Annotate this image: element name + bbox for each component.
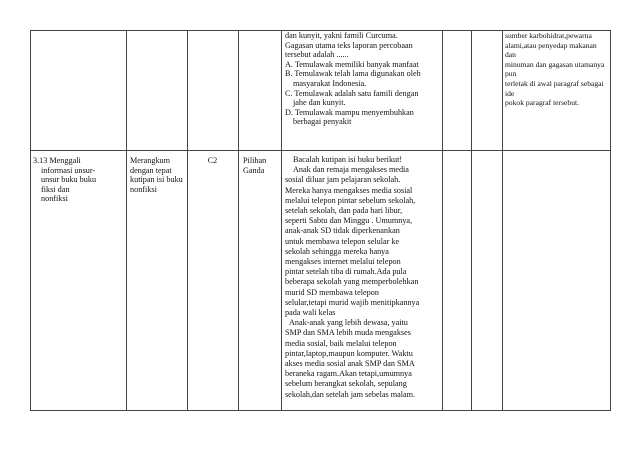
question-line: Gagasan utama teks laporan percobaan (285, 40, 413, 50)
row-divider (30, 150, 610, 151)
passage-line: seperti Sabtu dan Minggu . Umumnya, (285, 216, 413, 226)
passage-line: beraneka ragam.Akan tetapi,umumnya (285, 369, 412, 379)
passage-line: Anak-anak yang lebih dewasa, yaitu (289, 318, 408, 328)
indicator-line: dengan tepat (130, 165, 172, 175)
row2-kd-cell (33, 156, 125, 204)
passage-line: Mereka hanya mengakses media sosial (285, 185, 413, 195)
passage-line: sekolah,dan setelah jam sebelas malam. (285, 389, 416, 399)
option-c: C. Temulawak adalah satu famili dengan (285, 88, 419, 98)
note-line: alami,atau penyedap makanan dan (505, 40, 597, 60)
passage-line: anak-anak SD tidak diperkenankan (285, 226, 400, 236)
passage-line: beberapa sekolah yang memperbolehkan (285, 277, 419, 287)
passage-line: murid SD membawa telepon (285, 287, 379, 297)
passage-line: akses media sosial anak SMP dan SMA (285, 359, 415, 369)
indicator-line: nonfiksi (130, 184, 157, 194)
col-border-4 (238, 30, 239, 411)
indicator-line: Merangkum (130, 156, 171, 165)
col-border-5 (281, 30, 282, 411)
option-c-cont: jahe dan kunyit. (293, 98, 346, 108)
note-line: pokok paragraf tersebut. (505, 98, 580, 108)
passage-line: sebelum berangkat sekolah, sepulang (285, 379, 407, 389)
row2-level-cell (188, 156, 237, 166)
col-border-9 (610, 30, 611, 411)
note-line: minuman dan gagasan utamanya pun (505, 59, 605, 79)
passage-line: sosial diluar jam pelajaran sekolah. (285, 175, 401, 185)
passage-line: SMP dan SMA lebih muda mengakses (285, 328, 411, 338)
col-border-2 (126, 30, 127, 411)
instruction: Bacalah kutipan isi buku berikut! (293, 155, 403, 164)
passage-line: pintar,laptop,maupun komputer. Waktu (285, 348, 413, 358)
kd-line: informasi unsur- (41, 165, 96, 175)
col-border-1 (30, 30, 31, 411)
option-b-cont: masyarakat Indonesia. (293, 78, 367, 88)
kd-line: nonfiksi (41, 194, 68, 204)
kd-line: unsur buku buku (41, 175, 97, 185)
passage-line: mengakses internet melalui telepon (285, 257, 401, 267)
form-line: Ganda (243, 165, 265, 175)
table-bottom-border (30, 410, 610, 411)
col-border-6 (442, 30, 443, 411)
passage-line: setelah sekolah, dan pada hari libur, (285, 206, 403, 216)
col-border-3 (187, 30, 188, 411)
col-border-8 (502, 30, 503, 411)
passage-line: pada wali kelas (285, 308, 336, 318)
col-border-7 (471, 30, 472, 411)
passage-line: Anak dan remaja mengakses media (293, 165, 409, 175)
passage-line: pintar setelah tiba di rumah.Ada pula (285, 267, 407, 277)
option-b: B. Temulawak telah lama digunakan oleh (285, 69, 421, 79)
row2-form-cell (243, 156, 280, 175)
form-line: Pilihan (243, 156, 267, 165)
passage-line: sekolah sehingga mereka hanya (285, 246, 389, 256)
kd-line: 3.13 Menggali (33, 156, 81, 165)
row1-question-cell (285, 31, 439, 127)
passage-line: media sosial, baik melalui telepon (285, 338, 397, 348)
option-a: A. Temulawak memiliki banyak manfaat (285, 59, 419, 69)
note-line: sumber karbohidrat,pewarna (505, 31, 592, 40)
passage-line: selular,tetapi murid wajib menitipkannya (285, 297, 420, 307)
passage-line: melalui telepon pintar sebelum sekolah, (285, 195, 416, 205)
option-d-cont: berbagai penyakit (293, 117, 352, 127)
kd-line: fiksi dan (41, 184, 70, 194)
question-line: dan kunyit, yakni famili Curcuma. (285, 31, 398, 40)
row1-note-cell (505, 31, 609, 108)
row2-indicator-cell (130, 156, 186, 194)
passage-line: untuk membawa telepon selular ke (285, 236, 400, 246)
indicator-line: kutipan isi buku (130, 175, 183, 185)
row2-question-cell (285, 155, 439, 400)
cognitive-level: C2 (207, 156, 218, 165)
question-line: tersebut adalah ...... (285, 50, 349, 60)
note-line: terletak di awal paragraf sebagai ide (505, 78, 604, 98)
option-d: D. Temulawak mampu menyembuhkan (285, 107, 414, 117)
